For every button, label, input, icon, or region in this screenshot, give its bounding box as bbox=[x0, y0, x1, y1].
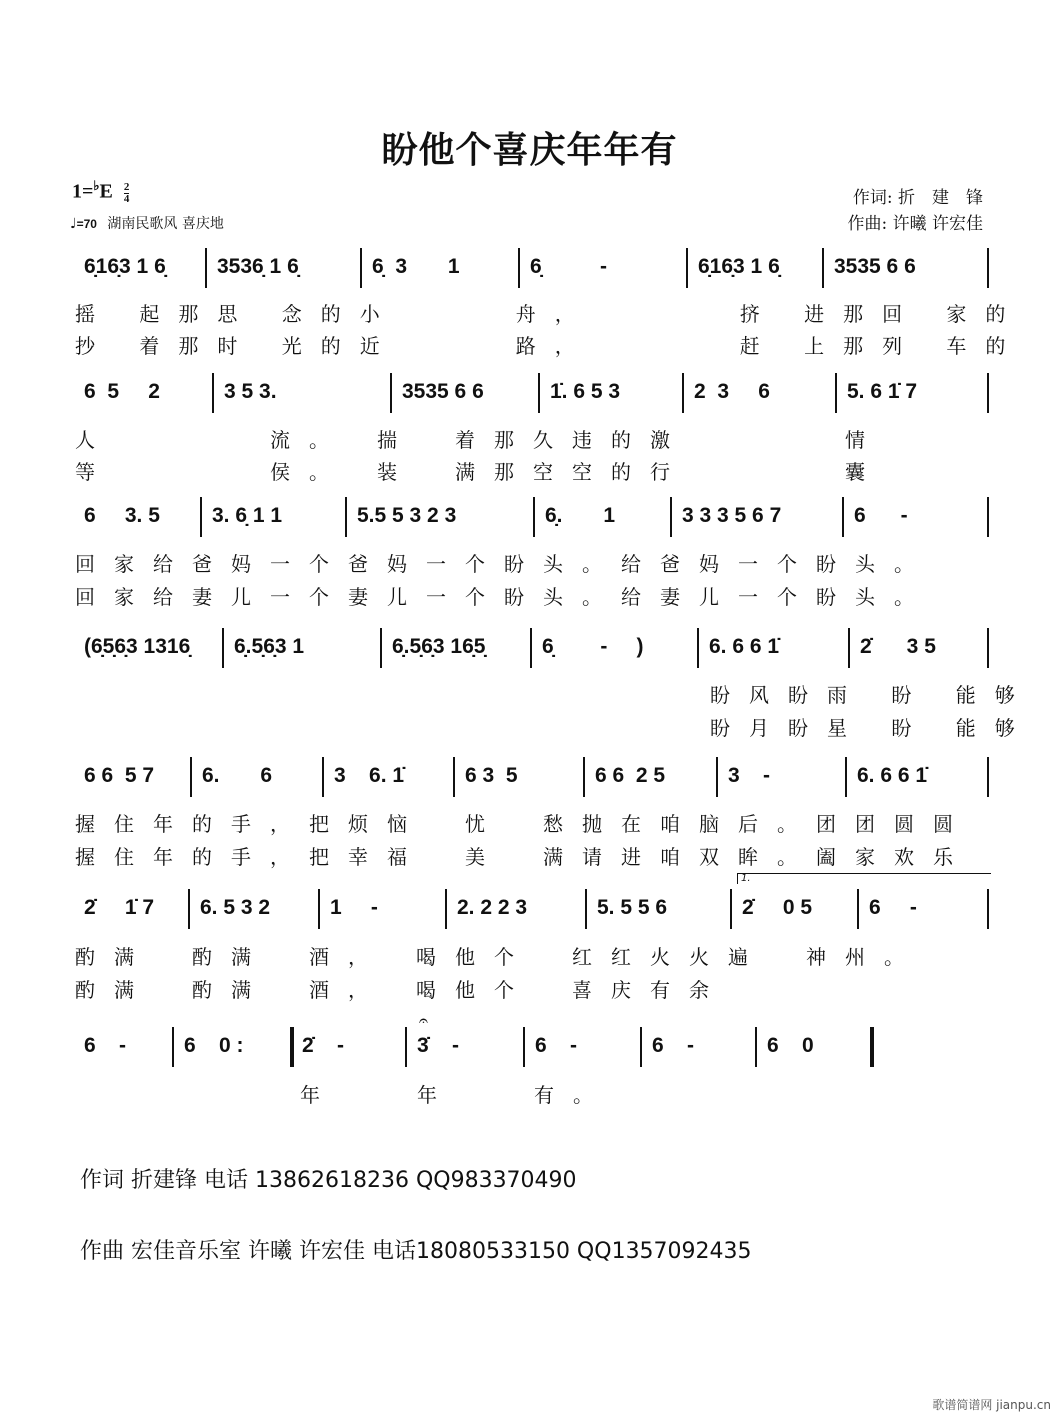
measure: 6̣16̣3 1 6̣ bbox=[698, 255, 780, 278]
key-signature bbox=[72, 178, 129, 205]
quarter-note-icon: ♩ bbox=[70, 216, 77, 232]
barline bbox=[842, 497, 844, 537]
lyricist-credit: 作词: 折 建 锋 bbox=[852, 188, 983, 208]
barline bbox=[640, 1027, 642, 1067]
time-top: 2 bbox=[123, 180, 130, 193]
measure: 3536̣ 1 6̣ bbox=[217, 255, 299, 278]
lyric-line: 回家给爸妈一个爸妈一个盼头。给爸妈一个盼头。 bbox=[75, 552, 933, 576]
composer-credit: 作曲: 许曦 许宏佳 bbox=[847, 214, 983, 234]
flat-icon: ♭ bbox=[93, 178, 100, 193]
measure: 5. 6 1̇ 7 bbox=[847, 380, 918, 403]
barline bbox=[380, 628, 382, 668]
measure: 1̇. 6 5 3 bbox=[550, 380, 621, 403]
barline bbox=[583, 757, 585, 797]
footer-composer-contact: 作曲 宏佳音乐室 许曦 许宏佳 电话18080533150 QQ1357092435 bbox=[80, 1239, 752, 1264]
barline bbox=[523, 1027, 525, 1067]
notation-row bbox=[0, 1011, 1059, 1077]
measure: 3 5 3. bbox=[224, 380, 277, 403]
measure: 6̣ 3 1 bbox=[372, 255, 460, 278]
barline bbox=[390, 373, 392, 413]
measure: 3535 6 6 bbox=[834, 255, 916, 278]
lyric-line: 盼风盼雨 盼 能够 bbox=[710, 683, 1034, 707]
measure: 6 0 bbox=[767, 1034, 814, 1057]
barline bbox=[670, 497, 672, 537]
measure: 6 - bbox=[869, 896, 917, 919]
measure: 6̣.5̣6̣3 1 bbox=[234, 635, 305, 658]
barline bbox=[845, 757, 847, 797]
lyric-line: 盼月盼星 盼 能够 bbox=[710, 716, 1034, 740]
barline bbox=[322, 757, 324, 797]
measure: 3 3 3 5 6 7 bbox=[682, 504, 782, 527]
notation-row bbox=[0, 634, 1059, 678]
notation-row bbox=[0, 503, 1059, 547]
lyric-line: 抄 着那时 光的近 路， 赶 上那列 车的 bbox=[75, 334, 1025, 358]
barline bbox=[848, 628, 850, 668]
final-barline bbox=[870, 1027, 874, 1067]
measure: 5. 5 5 6 bbox=[597, 896, 668, 919]
measure: 6 3. 5 bbox=[84, 504, 160, 527]
measure: 3535 6 6 bbox=[402, 380, 484, 403]
barline bbox=[445, 889, 447, 929]
barline bbox=[530, 628, 532, 668]
notation-row bbox=[0, 254, 1059, 298]
measure: 2̇ 3 5 bbox=[860, 635, 936, 658]
measure: 6. 5 3 2 bbox=[200, 896, 271, 919]
measure: 2̇ 0 5 bbox=[742, 896, 813, 919]
lyric-line: 等 侯。 装 满那空空的行 囊 bbox=[75, 460, 884, 484]
measure: 1 - bbox=[330, 896, 378, 919]
barline bbox=[987, 889, 989, 929]
measure: 6̣16̣3 1 6̣ bbox=[84, 255, 166, 278]
lyric-line: 人 流。 揣 着那久违的激 情 bbox=[75, 428, 884, 452]
tempo-style: 湖南民歌风 喜庆地 bbox=[107, 216, 224, 232]
barline bbox=[686, 248, 688, 288]
barline bbox=[697, 628, 699, 668]
measure: 2. 2 2 3 bbox=[457, 896, 528, 919]
fermata-icon: 𝄐 bbox=[419, 1011, 428, 1030]
barline bbox=[345, 497, 347, 537]
barline bbox=[730, 889, 732, 929]
measure: 2̇ 1̇ 7 bbox=[84, 896, 155, 919]
measure: 6̣ - ) bbox=[542, 635, 644, 658]
barline bbox=[716, 757, 718, 797]
barline bbox=[822, 248, 824, 288]
watermark: 歌谱简谱网 jianpu.cn bbox=[932, 1398, 1051, 1412]
lyric-line: 握住年的手，把幸福 美 满请进咱双眸。阖家欢乐 bbox=[75, 845, 972, 869]
barline bbox=[222, 628, 224, 668]
barline bbox=[190, 757, 192, 797]
lyric-line: 回家给妻儿一个妻儿一个盼头。给妻儿一个盼头。 bbox=[75, 585, 933, 609]
barline bbox=[453, 757, 455, 797]
notation-row bbox=[0, 873, 1059, 939]
lyric-line: 握住年的手，把烦恼 忧 愁抛在咱脑后。团团圆圆 bbox=[75, 812, 972, 836]
lyric-line: 酌满 酌满 酒， 喝他个 喜庆有余 bbox=[75, 978, 728, 1002]
key-note: E bbox=[99, 180, 113, 203]
barline bbox=[538, 373, 540, 413]
measure: 6. 6 6 1̇ bbox=[709, 635, 780, 658]
barline bbox=[755, 1027, 757, 1067]
notation-row bbox=[0, 379, 1059, 423]
measure: 5.5 5 3 2 3 bbox=[357, 504, 457, 527]
measure: 6̣.5̣6̣3 16̣5̣ bbox=[392, 635, 486, 658]
measure: 6 5 2 bbox=[84, 380, 160, 403]
measure: 6 6 2 5 bbox=[595, 764, 666, 787]
measure: 6. 6 bbox=[202, 764, 273, 787]
time-signature bbox=[124, 182, 130, 205]
measure: 3. 6̣ 1 1 bbox=[212, 504, 283, 527]
measure: 6 - bbox=[854, 504, 908, 527]
measure: 6̣ - bbox=[530, 255, 608, 278]
barline bbox=[212, 373, 214, 413]
lyric-line: 酌满 酌满 酒， 喝他个 红红火火遍 神州。 bbox=[75, 945, 923, 969]
barline bbox=[987, 373, 989, 413]
lyric-line: 年 年 有。 bbox=[300, 1083, 612, 1107]
barline bbox=[987, 757, 989, 797]
barline bbox=[987, 497, 989, 537]
time-bottom: 4 bbox=[123, 192, 130, 205]
measure: (6̣5̣6̣3 1316̣ bbox=[84, 635, 191, 658]
barline bbox=[987, 628, 989, 668]
key-prefix: 1= bbox=[72, 180, 94, 203]
measure: 3 6. 1̇ bbox=[334, 764, 405, 787]
tempo-marking bbox=[70, 213, 224, 233]
barline bbox=[205, 248, 207, 288]
barline bbox=[987, 248, 989, 288]
measure: 6 - bbox=[652, 1034, 695, 1057]
barline bbox=[200, 497, 202, 537]
barline bbox=[533, 497, 535, 537]
tempo-value: =70 bbox=[76, 217, 97, 231]
measure: 6 - bbox=[535, 1034, 578, 1057]
barline bbox=[172, 1027, 174, 1067]
barline bbox=[835, 373, 837, 413]
measure: 3̇ - bbox=[417, 1034, 460, 1057]
footer-lyricist-contact: 作词 折建锋 电话 13862618236 QQ983370490 bbox=[80, 1168, 577, 1193]
measure: 3 - bbox=[728, 764, 771, 787]
barline bbox=[585, 889, 587, 929]
song-title: 盼他个喜庆年年有 bbox=[381, 129, 678, 171]
barline bbox=[318, 889, 320, 929]
barline bbox=[360, 248, 362, 288]
barline bbox=[188, 889, 190, 929]
measure: 2̇ - bbox=[302, 1034, 345, 1057]
measure: 6̣. 1 bbox=[545, 504, 616, 527]
measure: 6. 6 6 1̇ bbox=[857, 764, 928, 787]
volta-bracket: 1. bbox=[737, 873, 991, 884]
lyric-line: 摇 起那思 念的小 舟， 挤 进那回 家的 bbox=[75, 302, 1025, 326]
barline bbox=[682, 373, 684, 413]
barline bbox=[518, 248, 520, 288]
barline bbox=[405, 1027, 407, 1067]
repeat-barline bbox=[290, 1027, 294, 1067]
barline bbox=[857, 889, 859, 929]
measure: 2 3 6 bbox=[694, 380, 770, 403]
measure: 6 0 : bbox=[184, 1034, 244, 1057]
measure: 6 6 5 7 bbox=[84, 764, 155, 787]
notation-row bbox=[0, 763, 1059, 807]
measure: 6 - bbox=[84, 1034, 127, 1057]
measure: 6 3 5 bbox=[465, 764, 518, 787]
